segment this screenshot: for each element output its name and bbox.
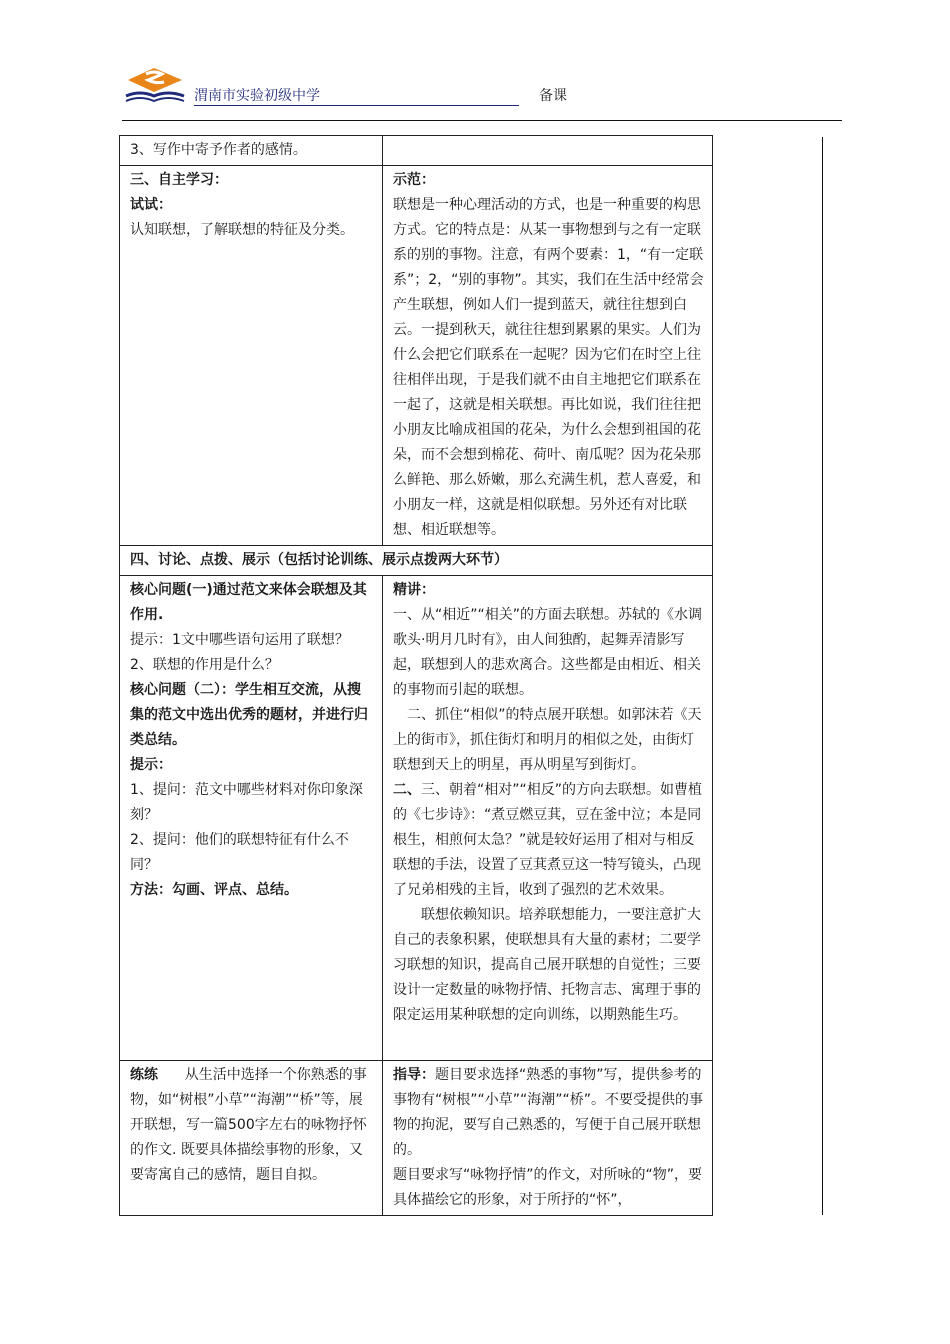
example-text: 联想是一种心理活动的方式，也是一种重要的构思方式。它的特点是：从某一事物想到与之有一定联系的别的事物。注意，有两个要素：1，“有一定联系”；2，“别的事物”。其实，我们在生活中经常会产生联想，例如人们一提到蓝天，就往往想到白云。一提到秋天，就往往想到累累的果实。人们为什么会把它们联系在一起呢？因为它们在时空上往往相伴出现，于是我们就不由自主地把它们联系在一起了，这就是相关联想。再比如说，我们往往把小朋友比喻成祖国的花朵，为什么会想到祖国的花朵，而不会想到棉花、荷叶、南瓜呢？因为花朵那么鲜艳、那么娇嫩，那么充满生机，惹人喜爱，和小朋友一样，这就是相似联想。另外还有对比联想、相近联想等。 <box>393 197 704 538</box>
explanation-heading: 精讲： <box>393 582 435 598</box>
try-label: 试试： <box>130 197 172 213</box>
explanation-p3-text: 三、朝着“相对”“相反”的方向去联想。如曹植的《七步诗》：“煮豆燃豆萁，豆在釜中泣；本是同根生，相煎何太急？”就是较好运用了相对与相反联想的手法，设置了豆萁煮豆这一特写镜头，凸现了兄弟相残的主旨，收到了强烈的艺术效果。 <box>393 782 703 898</box>
explanation-p4: 联想依赖知识。培养联想能力，一要注意扩大自己的表象积累，使联想具有大量的素材；二要学习联想的知识，提高自己展开联想的自觉性；三要设计一定数量的咏物抒情、托物言志、寓理于事的限定运用某种联想的定向训练，以期熟能生巧。 <box>393 907 701 1023</box>
practice-label: 练练 <box>130 1067 158 1083</box>
discussion-heading: 四、讨论、点拨、展示（包括讨论训练、展示点拨两大环节） <box>120 546 713 576</box>
core-question-2: 核心问题（二）：学生相互交流，从搜集的范文中选出优秀的题材，并进行归类总结。 <box>130 682 368 748</box>
table-row <box>120 1061 713 1216</box>
practice-text <box>130 1063 374 1188</box>
lesson-plan-table <box>119 135 713 1216</box>
practice-task: 从生活中选择一个你熟悉的事物，如“树根”小草”“海潮”“桥”等，展开联想，写一篇500字左右的咏物抒怀的作文. 既要具体描绘事物的形象，又要寄寓自己的感情，题目自拟。 <box>130 1067 367 1183</box>
table-row <box>120 136 713 166</box>
margin-line <box>822 137 823 1215</box>
explanation-p3-prefix: 二、 <box>393 782 421 798</box>
question-1: 1、提问：范文中哪些材料对你印象深刻？ <box>130 782 363 823</box>
guidance-text <box>393 1063 704 1163</box>
explanation-p1: 一、从“相近”“相关”的方面去联想。苏轼的《水调歌头·明月几时有》，由人间独酌，起舞弄清影写起，联想到人的悲欢离合。这些都是由相近、相关的事物而引起的联想。 <box>393 607 703 698</box>
explanation-p3 <box>393 778 704 903</box>
guidance-p1: 题目要求选择“熟悉的事物”写，提供参考的事物有“树根”“小草”“海潮”“桥”。不要受提供的事物的拘泥，要写自己熟悉的，写便于自己展开联想的。 <box>393 1067 704 1158</box>
table-row <box>120 576 713 1061</box>
hint-2: 2、联想的作用是什么？ <box>130 657 279 673</box>
hint-heading: 提示： <box>130 757 172 773</box>
example-heading: 示范： <box>393 172 435 188</box>
explanation-p2: 二、抓住“相似”的特点展开联想。如郭沫若《天上的街市》，抓住街灯和明月的相似之处，由街灯联想到天上的明星，再从明星写到街灯。 <box>393 707 702 773</box>
method-text: 方法：勾画、评点、总结。 <box>130 882 298 898</box>
self-study-heading: 三、自主学习： <box>130 172 228 188</box>
school-name: 渭南市实验初级中学 <box>194 87 519 106</box>
school-logo <box>124 66 186 104</box>
self-study-task: 认知联想，了解联想的特征及分类。 <box>130 222 354 238</box>
header-divider <box>122 120 842 121</box>
question-2: 2、提问：他们的联想特征有什么不同？ <box>130 832 349 873</box>
guidance-p2: 题目要求写“咏物抒情”的作文，对所咏的“物”，要具体描绘它的形象，对于所抒的“怀”， <box>393 1167 703 1208</box>
hint-1: 提示：1文中哪些语句运用了联想？ <box>130 632 349 648</box>
writing-emotion-item: 3、写作中寄予作者的感情。 <box>130 142 307 158</box>
core-question-1: 核心问题(一)通过范文来体会联想及其作用. <box>130 582 367 623</box>
prep-label: 备课 <box>539 88 567 104</box>
table-row <box>120 546 713 576</box>
guidance-label: 指导： <box>393 1067 435 1083</box>
table-row <box>120 166 713 546</box>
